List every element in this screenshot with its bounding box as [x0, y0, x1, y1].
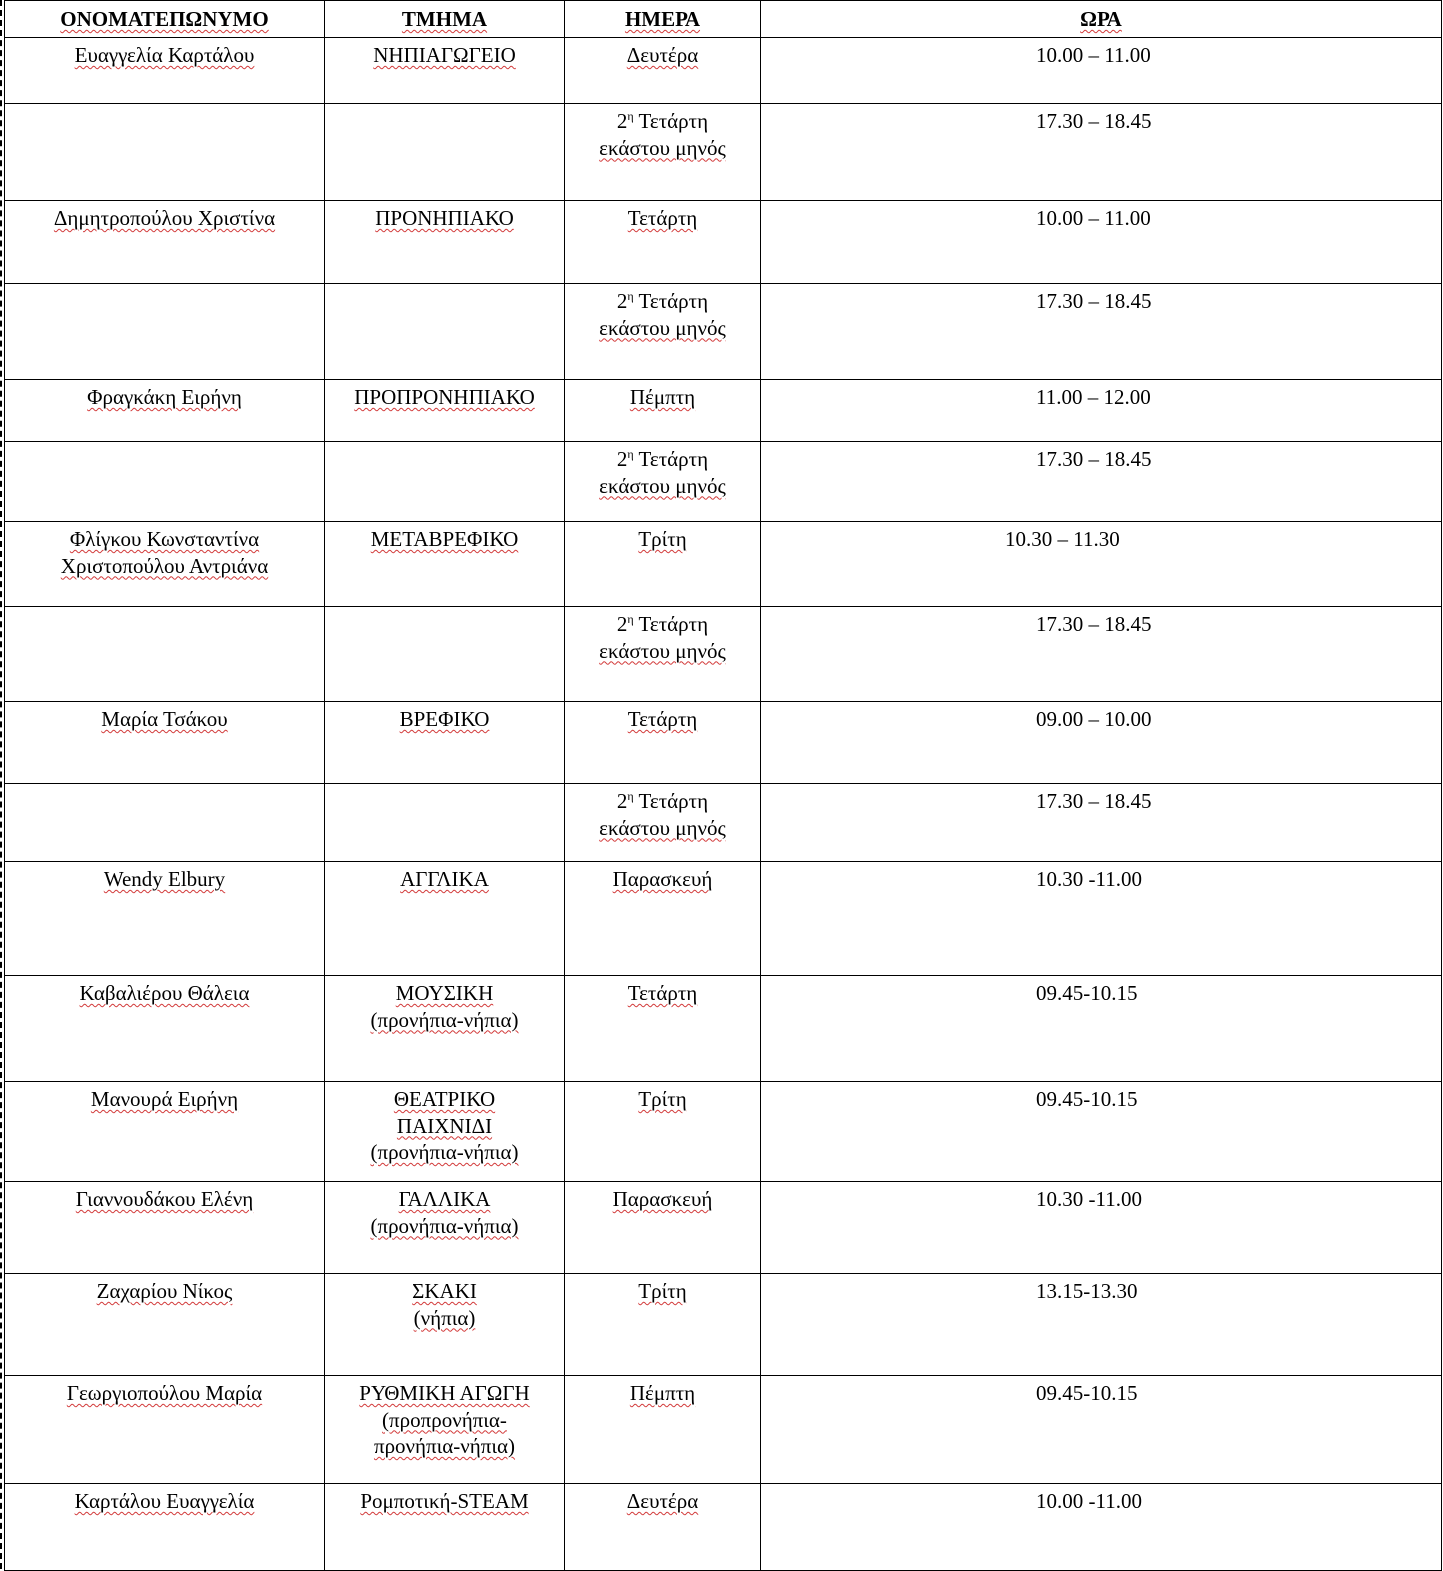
time-cell: 10.00 – 11.00 [761, 38, 1442, 104]
day-cell-line: $2^\eta$ Τετάρτη [616, 289, 709, 313]
section-cell [325, 607, 565, 702]
day-cell-line: Τρίτη [638, 527, 687, 551]
name-cell-line: Καβαλιέρου Θάλεια [79, 981, 250, 1005]
name-cell [5, 1082, 325, 1182]
day-cell [565, 976, 761, 1082]
table-row [5, 607, 1442, 702]
name-cell [5, 380, 325, 442]
day-cell-line: Πέμπτη [629, 385, 696, 409]
section-cell [325, 784, 565, 862]
time-cell: 09.45-10.15 [761, 976, 1442, 1082]
header-row [5, 1, 1442, 38]
time-cell: 10.30 -11.00 [761, 862, 1442, 976]
section-cell-line: προνήπια-νήπια) [373, 1434, 516, 1458]
day-cell-line: Δευτέρα [626, 43, 699, 67]
day-cell [565, 284, 761, 380]
time-cell: 13.15-13.30 [761, 1274, 1442, 1376]
name-cell [5, 976, 325, 1082]
section-cell-line: (προπρονήπια- [382, 1407, 507, 1432]
day-cell [565, 1182, 761, 1274]
time-cell: 11.00 – 12.00 [761, 380, 1442, 442]
section-cell-line: ΑΓΓΛΙΚΑ [400, 867, 489, 891]
name-cell-line: Δημητροπούλου Χριστίνα [53, 206, 276, 230]
section-cell-line: ΒΡΕΦΙΚΟ [399, 707, 490, 731]
day-cell [565, 607, 761, 702]
table-row [5, 702, 1442, 784]
day-cell-line: εκάστου μηνός [599, 135, 726, 160]
day-cell [565, 442, 761, 522]
section-cell [325, 976, 565, 1082]
day-cell-line: Τρίτη [638, 1087, 687, 1111]
name-cell [5, 1182, 325, 1274]
time-cell: 17.30 – 18.45 [761, 284, 1442, 380]
section-cell [325, 522, 565, 607]
section-cell-line: ΠΡΟΠΡΟΝΗΠΙΑΚΟ [354, 385, 535, 409]
section-cell-line: ΘΕΑΤΡΙΚΟ [393, 1087, 496, 1111]
header-day: ΗΜΕΡΑ [565, 1, 761, 38]
day-cell-line: εκάστου μηνός [599, 315, 726, 340]
time-cell: 10.30 – 11.30 [761, 522, 1442, 607]
table-row [5, 380, 1442, 442]
day-cell-line: $2^\eta$ Τετάρτη [616, 447, 709, 471]
section-cell [325, 1082, 565, 1182]
name-cell-line: Φλίγκου Κωνσταντίνα [69, 527, 260, 551]
day-cell-line: εκάστου μηνός [599, 815, 726, 840]
time-cell: 09.45-10.15 [761, 1082, 1442, 1182]
section-cell [325, 1484, 565, 1571]
name-cell [5, 38, 325, 104]
name-cell-line: Χριστοπούλου Αντριάνα [60, 553, 269, 578]
day-cell [565, 104, 761, 201]
day-cell-line: Τετάρτη [627, 981, 698, 1005]
table-row [5, 522, 1442, 607]
time-cell: 17.30 – 18.45 [761, 784, 1442, 862]
section-cell [325, 104, 565, 201]
day-cell [565, 862, 761, 976]
time-cell: 09.45-10.15 [761, 1376, 1442, 1484]
time-cell: 17.30 – 18.45 [761, 607, 1442, 702]
section-cell-line: (προνήπια-νήπια) [370, 1213, 519, 1238]
section-cell [325, 442, 565, 522]
table-row [5, 442, 1442, 522]
table-row [5, 862, 1442, 976]
section-cell-line: ΠΡΟΝΗΠΙΑΚΟ [375, 206, 514, 230]
time-cell: 17.30 – 18.45 [761, 104, 1442, 201]
section-cell-line: (προνήπια-νήπια) [370, 1140, 519, 1164]
section-cell [325, 201, 565, 284]
section-cell-line: ΝΗΠΙΑΓΩΓΕΙΟ [373, 43, 516, 67]
section-cell [325, 380, 565, 442]
section-cell [325, 38, 565, 104]
section-cell-line: ΡΥΘΜΙΚΗ ΑΓΩΓΗ [359, 1381, 530, 1405]
section-cell-line: (νήπια) [413, 1305, 476, 1330]
day-cell [565, 201, 761, 284]
section-cell-line: ΜΟΥΣΙΚΗ [395, 981, 494, 1005]
table-row [5, 1182, 1442, 1274]
day-cell [565, 784, 761, 862]
day-cell-line: $2^\eta$ Τετάρτη [616, 789, 709, 813]
time-cell: 10.00 -11.00 [761, 1484, 1442, 1571]
section-cell [325, 862, 565, 976]
time-cell: 17.30 – 18.45 [761, 442, 1442, 522]
name-cell [5, 522, 325, 607]
day-cell-line: $2^\eta$ Τετάρτη [616, 612, 709, 636]
name-cell-line: Μανουρά Ειρήνη [90, 1087, 239, 1111]
day-cell-line: εκάστου μηνός [599, 473, 726, 498]
day-cell-line: Παρασκευή [612, 1187, 713, 1211]
time-cell: 10.30 -11.00 [761, 1182, 1442, 1274]
day-cell-line: Τρίτη [638, 1279, 687, 1303]
header-name: ΟΝΟΜΑΤΕΠΩΝΥΜΟ [5, 1, 325, 38]
name-cell [5, 862, 325, 976]
section-cell [325, 1182, 565, 1274]
name-cell [5, 784, 325, 862]
name-cell-line: Καρτάλου Ευαγγελία [74, 1489, 255, 1513]
name-cell-line: Γεωργιοπούλου Μαρία [66, 1381, 263, 1405]
day-cell-line: Πέμπτη [629, 1381, 696, 1405]
name-cell-line: Wendy Elbury [103, 867, 226, 891]
day-cell [565, 1274, 761, 1376]
day-cell-line: $2^\eta$ Τετάρτη [616, 109, 709, 133]
table-row [5, 784, 1442, 862]
table-row [5, 1274, 1442, 1376]
table-row [5, 976, 1442, 1082]
name-cell [5, 284, 325, 380]
header-section: ΤΜΗΜΑ [325, 1, 565, 38]
day-cell-line: Τετάρτη [627, 206, 698, 230]
table-row [5, 1376, 1442, 1484]
table-row [5, 1082, 1442, 1182]
table-row [5, 104, 1442, 201]
section-cell-line: ΓΑΛΛΙΚΑ [398, 1187, 491, 1211]
table-row [5, 284, 1442, 380]
time-cell: 09.00 – 10.00 [761, 702, 1442, 784]
name-cell [5, 1484, 325, 1571]
day-cell-line: Τετάρτη [627, 707, 698, 731]
section-cell-line: (προνήπια-νήπια) [370, 1007, 519, 1032]
name-cell [5, 1376, 325, 1484]
name-cell [5, 201, 325, 284]
section-cell-line: ΜΕΤΑΒΡΕΦΙΚΟ [370, 527, 519, 551]
name-cell [5, 442, 325, 522]
day-cell-line: εκάστου μηνός [599, 638, 726, 663]
day-cell-line: Δευτέρα [626, 1489, 699, 1513]
name-cell-line: Ζαχαρίου Νίκος [96, 1279, 233, 1303]
schedule-table [4, 0, 1442, 1571]
day-cell [565, 380, 761, 442]
day-cell [565, 38, 761, 104]
section-cell-line: Ρομποτική-STEAM [360, 1489, 529, 1513]
time-cell: 10.00 – 11.00 [761, 201, 1442, 284]
name-cell [5, 104, 325, 201]
section-cell [325, 1274, 565, 1376]
name-cell-line: Φραγκάκη Ειρήνη [87, 385, 242, 409]
header-time: ΩΡΑ [761, 1, 1442, 38]
day-cell [565, 1082, 761, 1182]
table-row [5, 1484, 1442, 1571]
name-cell-line: Γιαννουδάκου Ελένη [75, 1187, 254, 1211]
section-cell [325, 284, 565, 380]
section-cell [325, 1376, 565, 1484]
day-cell-line: Παρασκευή [612, 867, 713, 891]
section-cell [325, 702, 565, 784]
name-cell [5, 702, 325, 784]
table-row [5, 201, 1442, 284]
day-cell [565, 1484, 761, 1571]
day-cell [565, 702, 761, 784]
name-cell [5, 607, 325, 702]
name-cell-line: Μαρία Τσάκου [101, 707, 228, 731]
table-row [5, 38, 1442, 104]
section-cell-line: ΠΑΙΧΝΙΔΙ [396, 1113, 493, 1138]
name-cell [5, 1274, 325, 1376]
section-cell-line: ΣΚΑΚΙ [412, 1279, 477, 1303]
name-cell-line: Ευαγγελία Καρτάλου [74, 43, 255, 67]
day-cell [565, 1376, 761, 1484]
day-cell [565, 522, 761, 607]
